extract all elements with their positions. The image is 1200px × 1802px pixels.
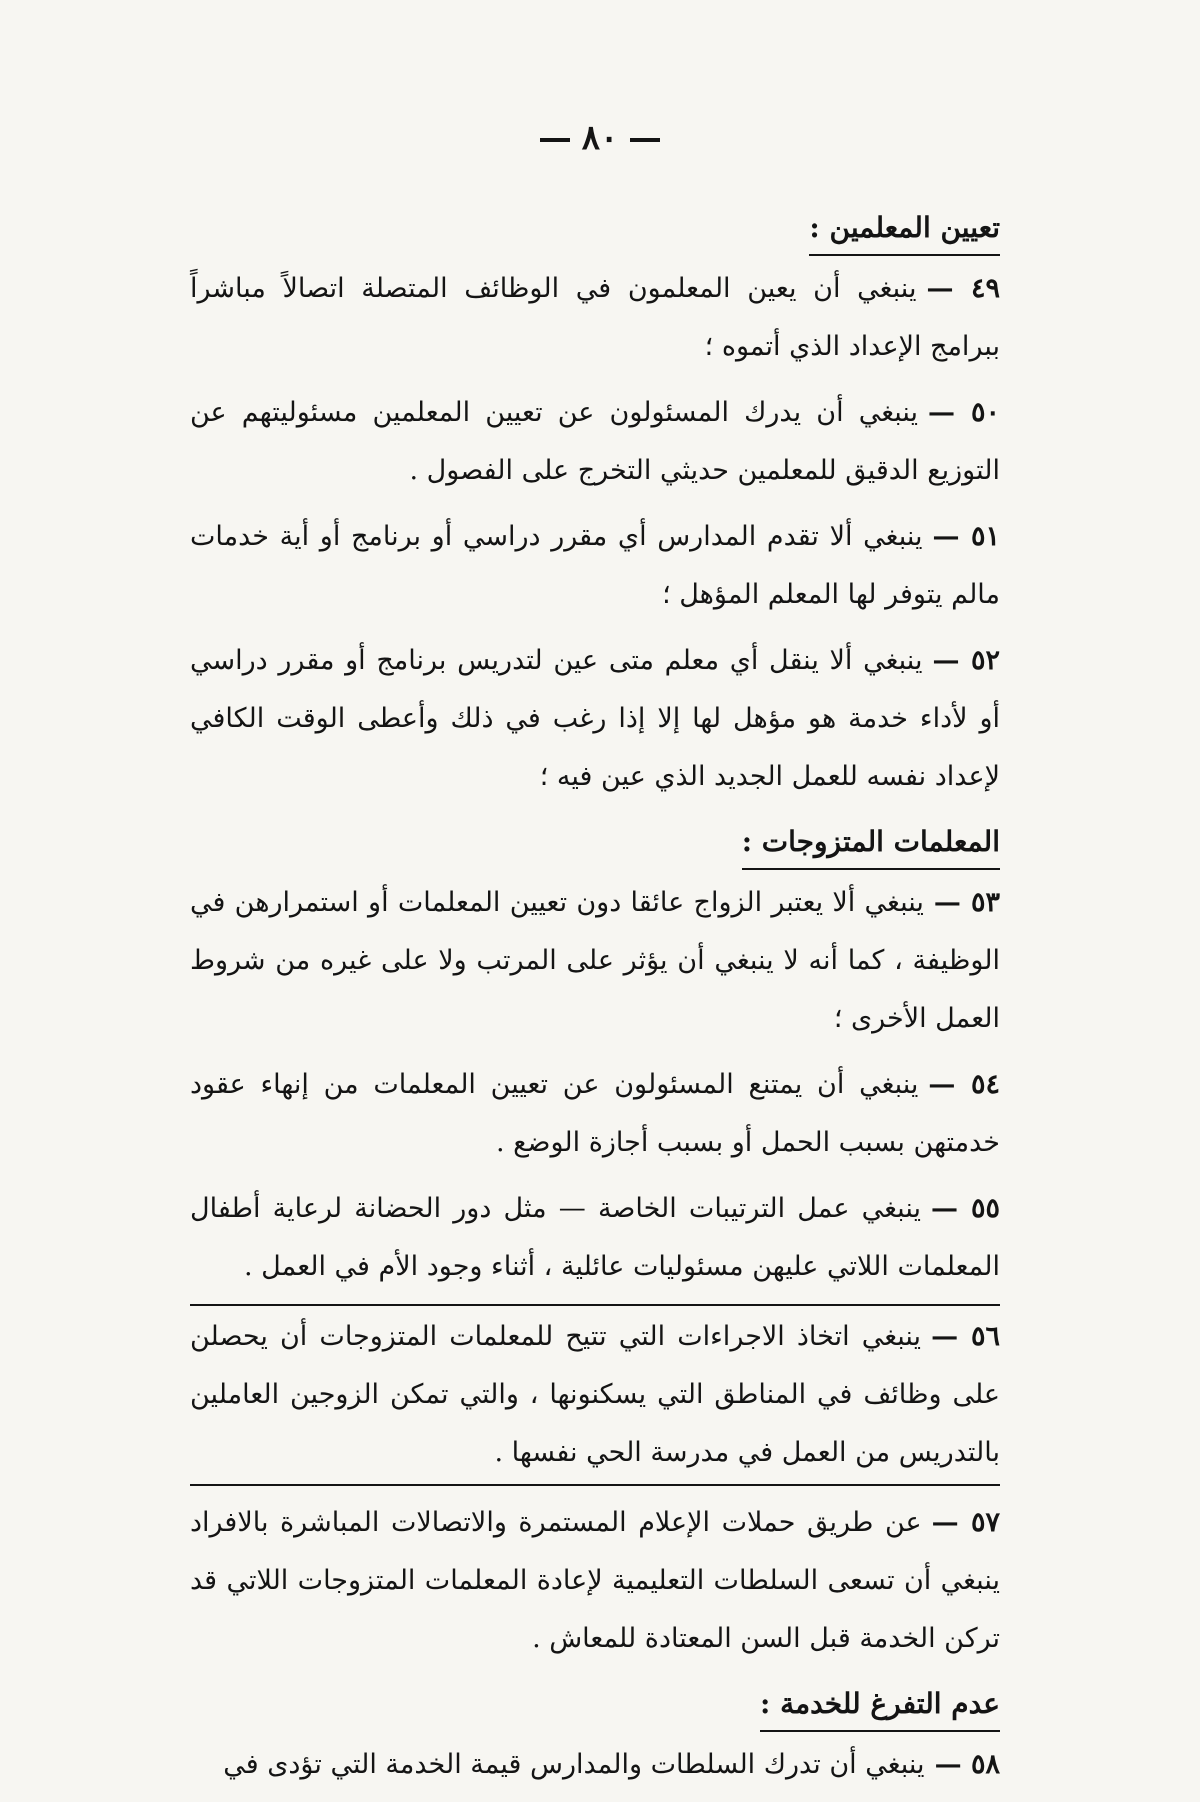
- paragraph-text: ينبغي ألا ينقل أي معلم متى عين لتدريس برنامج أو مقرر دراسي أو لأداء خدمة هو مؤهل لها إلا إذا رغب في ذلك وأعطى الوقت الكافي لإعداد نفسه للعمل الجديد الذي عين فيه ؛: [190, 645, 1000, 792]
- paragraph-51: [190, 508, 1000, 624]
- section-heading: عدم التفرغ للخدمة :: [760, 1680, 1000, 1732]
- section-part-time-service: [190, 1676, 1000, 1794]
- paragraph-number: ٥٧ —: [931, 1507, 1000, 1538]
- right-dash-decoration: [630, 138, 660, 142]
- paragraph-number: ٥٤ —: [928, 1069, 1000, 1100]
- paragraph-text: ينبغي أن يدرك المسئولون عن تعيين المعلمين مسئوليتهم عن التوزيع الدقيق للمعلمين حديثي التخرج على الفصول .: [190, 397, 1000, 486]
- paragraph-number: ٥٨ —: [934, 1749, 1000, 1780]
- document-body: [190, 200, 1000, 1802]
- paragraph-text: عن طريق حملات الإعلام المستمرة والاتصالات المباشرة بالافراد ينبغي أن تسعى السلطات التعليمية لإعادة المعلمات المتزوجات اللاتي قد تركن الخدمة قبل السن المعتادة للمعاش .: [190, 1507, 1000, 1654]
- paragraph-text: ينبغي ألا تقدم المدارس أي مقرر دراسي أو برنامج أو أية خدمات مالم يتوفر لها المعلم المؤهل ؛: [190, 521, 1000, 610]
- paragraph-50: [190, 384, 1000, 500]
- paragraph-number: ٥٦ —: [931, 1321, 1001, 1352]
- paragraph-number: ٥٣ —: [933, 887, 1000, 918]
- paragraph-text: ينبغي عمل الترتيبات الخاصة — مثل دور الحضانة لرعاية أطفال المعلمات اللاتي عليهن مسئوليات عائلية ، أثناء وجود الأم في العمل .: [190, 1193, 1000, 1282]
- left-dash-decoration: [540, 138, 570, 142]
- section-heading: المعلمات المتزوجات :: [742, 818, 1000, 870]
- section-heading: تعيين المعلمين :: [809, 204, 1000, 256]
- paragraph-text: ينبغي أن تدرك السلطات والمدارس قيمة الخدمة التي تؤدى في: [223, 1749, 925, 1780]
- paragraph-53: [190, 874, 1000, 1048]
- paragraph-number: ٥٠ —: [928, 397, 1000, 428]
- paragraph-text: ينبغي اتخاذ الاجراءات التي تتيح للمعلمات المتزوجات أن يحصلن على وظائف في المناطق التي يسكنونها ، والتي تمكن الزوجين العاملين بالتدريس من العمل في مدرسة الحي نفسها .: [190, 1321, 1000, 1468]
- paragraph-52: [190, 632, 1000, 806]
- page-number-text: ٨٠: [581, 118, 619, 158]
- paragraph-49: [190, 260, 1000, 376]
- paragraph-54: [190, 1056, 1000, 1172]
- paragraph-text: ينبغي أن يمتنع المسئولون عن تعيين المعلمات من إنهاء عقود خدمتهن بسبب الحمل أو بسبب أجازة الوضع .: [190, 1069, 1000, 1158]
- paragraph-number: ٥٢ —: [932, 645, 1000, 676]
- paragraph-number: ٤٩ —: [926, 273, 1000, 304]
- paragraph-57: [190, 1494, 1000, 1668]
- paragraph-56: [190, 1304, 1000, 1486]
- paragraph-58: [190, 1736, 1000, 1794]
- paragraph-text: ينبغي أن يعين المعلمون في الوظائف المتصلة اتصالاً مباشراً ببرامج الإعداد الذي أتموه ؛: [190, 273, 1000, 362]
- section-married-teachers: [190, 814, 1000, 1668]
- section-teacher-appointment: [190, 200, 1000, 806]
- paragraph-number: ٥٥ —: [930, 1193, 1000, 1224]
- paragraph-55: [190, 1180, 1000, 1296]
- paragraph-number: ٥١ —: [932, 521, 1001, 552]
- page-number: [0, 118, 1200, 158]
- paragraph-text: ينبغي ألا يعتبر الزواج عائقا دون تعيين المعلمات أو استمرارهن في الوظيفة ، كما أنه لا ينبغي أن يؤثر على المرتب ولا على غيره من شروط العمل الأخرى ؛: [190, 887, 1000, 1034]
